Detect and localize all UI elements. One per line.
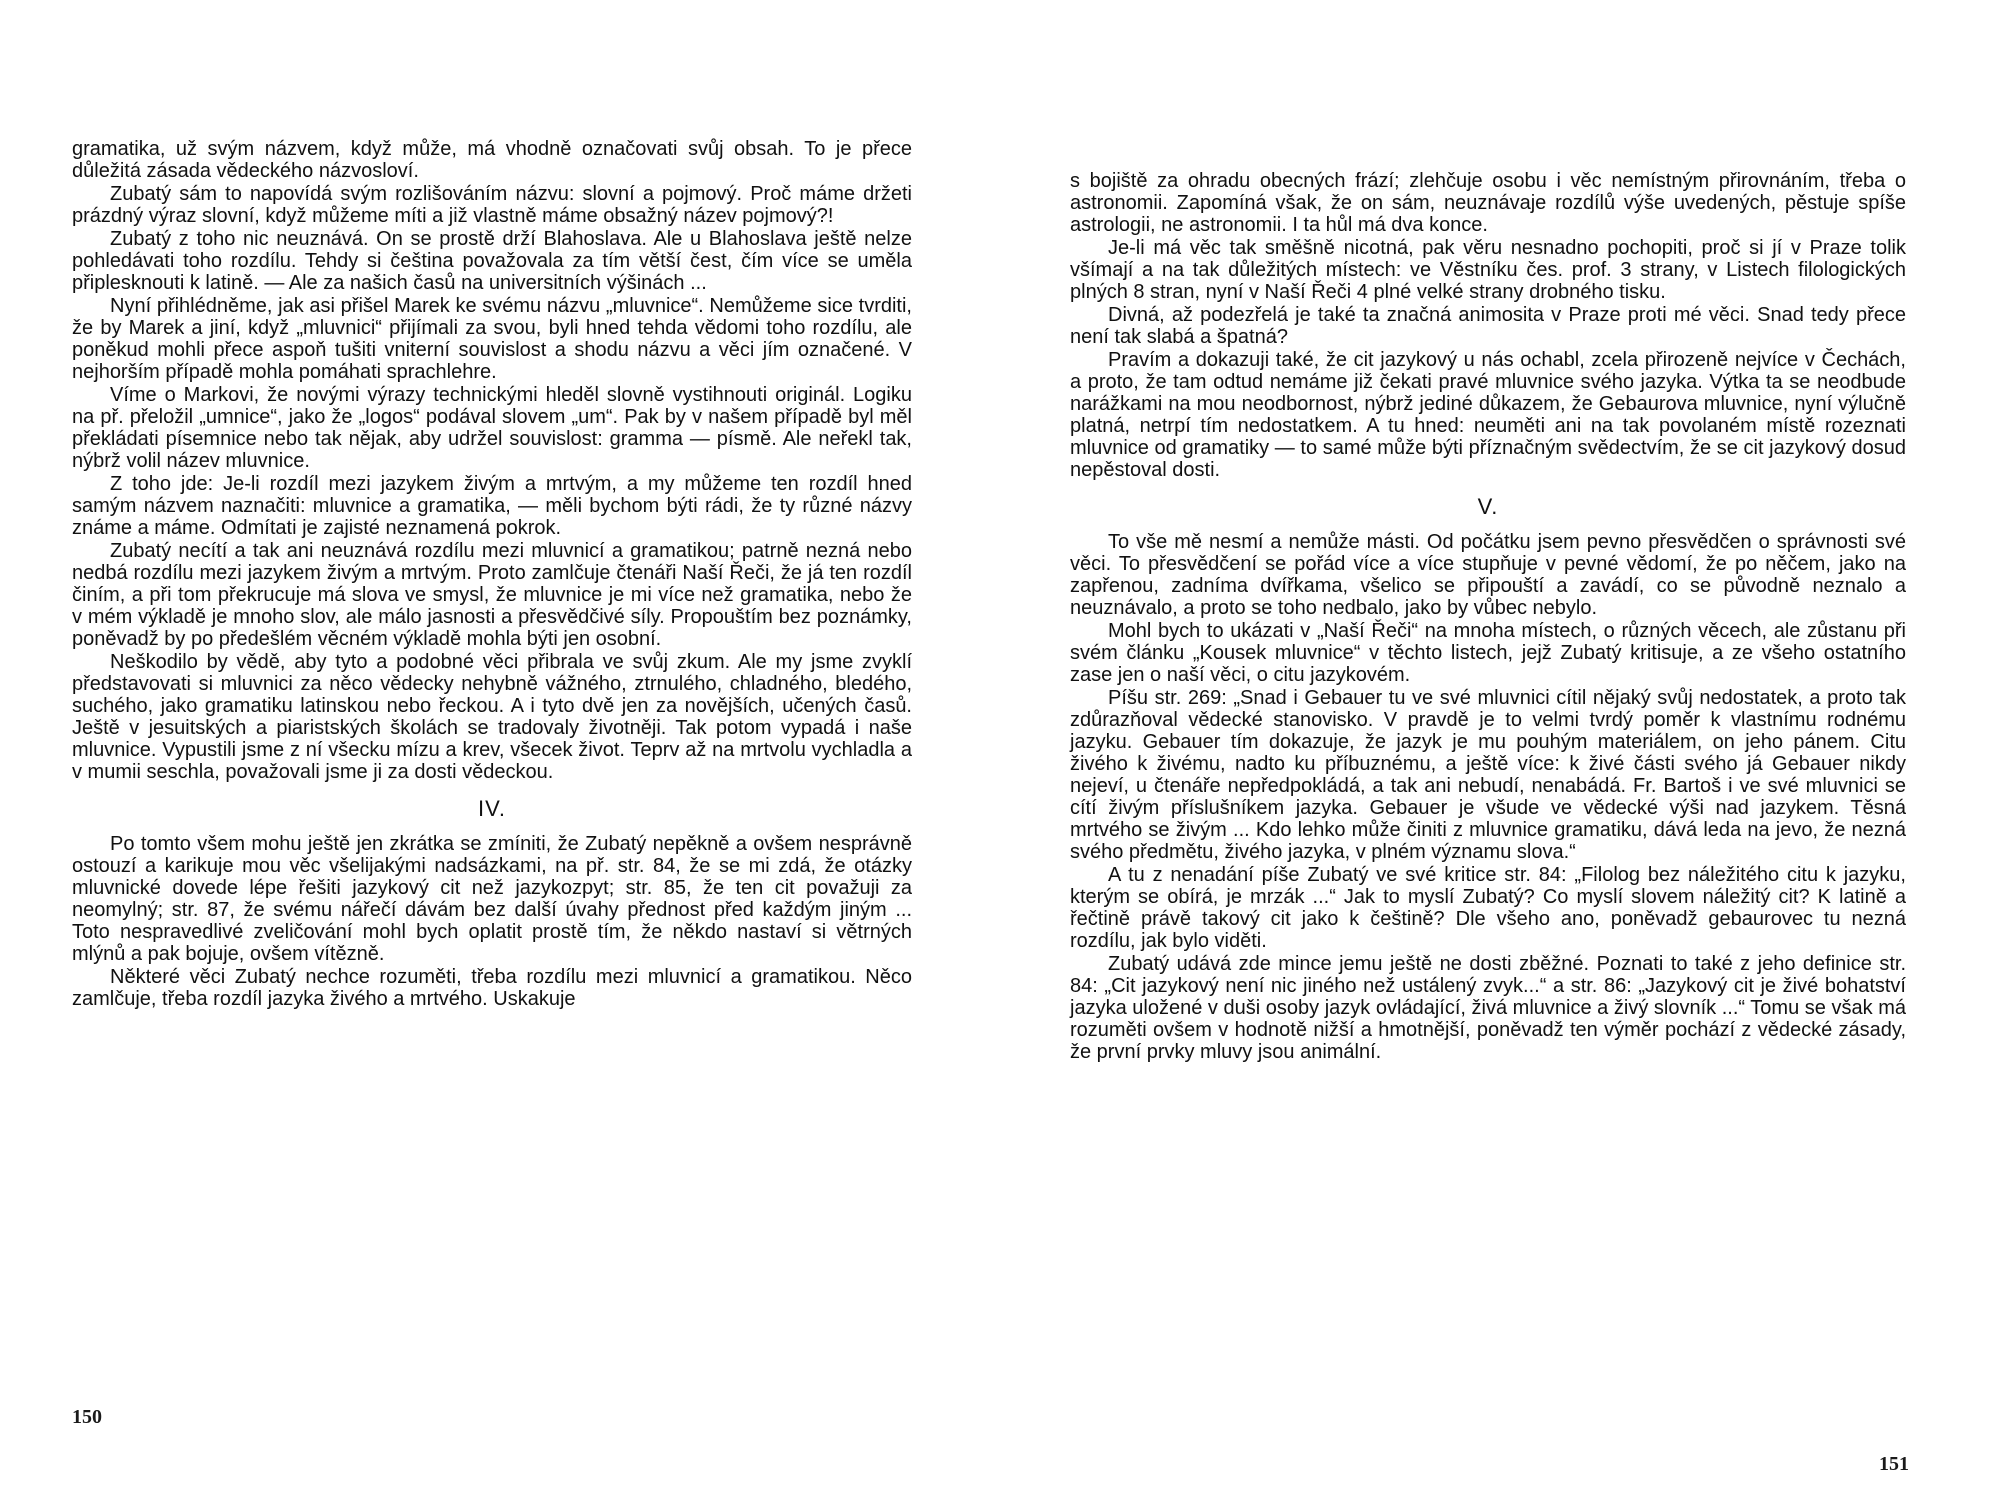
left-paragraph-8: Neškodilo by vědě, aby tyto a podobné věci přibrala ve svůj zkum. Ale my jsme zvyklí představovati si mluvnici za něco vědecky nehybně vážného, ztrnulého, chladného, bledého, suchého, jako gramatiku latinskou nebo řeckou. A i tyto dvě jen za novějších, učených časů. Ještě v jesuitských a piaristských školách se tradovaly životněji. Tak potom vypadá i naše mluvnice. Vypustili jsme z ní všecku mízu a krev, všecek život. Teprv až na mrtvolu vychladla a v mumii seschla, považovali jsme ji za dosti vědeckou. bbox=[72, 651, 912, 783]
right-text-column bbox=[1070, 170, 1906, 1063]
left-paragraph-10: Některé věci Zubatý nechce rozuměti, třeba rozdílu mezi mluvnicí a gramatikou. Něco zamlčuje, třeba rozdíl jazyka živého a mrtvého. Uskakuje bbox=[72, 966, 912, 1010]
right-page bbox=[995, 0, 1990, 1500]
right-paragraph-6: Mohl bych to ukázati v „Naší Řeči“ na mnoha místech, o různých věcech, ale zůstanu při svém článku „Kousek mluvnice“ v těchto listech, jejž Zubatý kritisuje, a ze všeho ostatního zase jen o naší věci, o citu jazykovém. bbox=[1070, 620, 1906, 686]
left-paragraph-6: Z toho jde: Je-li rozdíl mezi jazykem živým a mrtvým, a my můžeme ten rozdíl hned samým názvem naznačiti: mluvnice a gramatika, — měli bychom býti rádi, že ty různé názvy známe a máme. Odmítati je zajisté neznamená pokrok. bbox=[72, 473, 912, 539]
section-heading-v: V. bbox=[1477, 494, 1499, 519]
right-paragraph-1: s bojiště za ohradu obecných frází; zlehčuje osobu i věc nemístným přirovnáním, třeba o astronomii. Zapomíná však, že on sám, neuznávaje rozdílů výše uvedených, pěstuje spíše astrologii, ne astronomii. I ta hůl má dva konce. bbox=[1070, 170, 1906, 236]
left-paragraph-1: gramatika, už svým názvem, když může, má vhodně označovati svůj obsah. To je přece důležitá zásada vědeckého názvosloví. bbox=[72, 138, 912, 182]
right-paragraph-7: Píšu str. 269: „Snad i Gebauer tu ve své mluvnici cítil nějaký svůj nedostatek, a proto tak zdůrazňoval vědecké stanovisko. V pravdě je to velmi tvrdý poměr k vlastnímu rodnému jazyku. Gebauer tím dokazuje, že jazyk je mu pouhým materiálem, on jeho pánem. Citu živého k živému, nadto ku příbuznému, a ještě více: k živé části svého já Gebauer nikdy nejeví, u čtenáře nepředpokládá, a tak ani nebudí, nenabádá. Fr. Bartoš i ve své mluvnici se cítí živým příslušníkem jazyka. Gebauer je všude ve vědecké výši nad jazykem. Těsná mrtvého se živým ... Kdo lehko může činiti z mluvnice gramatiku, dává leda na jevo, že nezná svého předmětu, živého jazyka, v plném významu slova.“ bbox=[1070, 687, 1906, 863]
left-paragraph-4: Nyní přihlédněme, jak asi přišel Marek ke svému názvu „mluvnice“. Nemůžeme sice tvrditi, že by Marek a jiní, když „mluvnici“ přijímali za svou, byli hned tehda vědomi toho rozdílu, ale poněkud mohli přece aspoň tušiti vniterní souvislost a shodu názvu a věci jím označené. V nejhorším případě mohla pomáhati sprachlehre. bbox=[72, 295, 912, 383]
right-paragraph-2: Je-li má věc tak směšně nicotná, pak věru nesnadno pochopiti, proč si jí v Praze tolik všímají a na tak důležitých místech: ve Věstníku čes. prof. 3 strany, v Listech filologických plných 8 stran, nyní v Naší Řeči 4 plné velké strany drobného tisku. bbox=[1070, 237, 1906, 303]
right-paragraph-9: Zubatý udává zde mince jemu ještě ne dosti zběžné. Poznati to také z jeho definice str. 84: „Cit jazykový není nic jiného než ustálený zvyk...“ a str. 86: „Jazykový cit je živé bohatství jazyka uložené v duši osoby jazyk ovládající, živá mluvnice a živý slovník ...“ Tomu se však má rozuměti ovšem v hodnotě nižší a hmotnější, poněvadž ten výměr pochází z vědecké zásady, že první prvky mluvy jsou animální. bbox=[1070, 953, 1906, 1063]
right-paragraph-4: Pravím a dokazuji také, že cit jazykový u nás ochabl, zcela přirozeně nejvíce v Čechách, a proto, že tam odtud nemáme již čekati pravé mluvnice svého jazyka. Výtka ta se neodbude narážkami na mou neodbornost, nýbrž jediné důkazem, že Gebaurova mluvnice, nyní výlučně platná, netrpí tím nedostatkem. A tu hned: neuměti ani na tak povolaném místě rozeznati mluvnice od gramatiky — to samé může býti příznačným svědectvím, že se cit jazykový dosud nepěstoval dosti. bbox=[1070, 349, 1906, 481]
left-text-column bbox=[72, 138, 912, 1010]
right-paragraph-8: A tu z nenadání píše Zubatý ve své kritice str. 84: „Filolog bez náležitého citu k jazyku, kterým se obírá, je mrzák ...“ Jak to myslí Zubatý? Co myslí slovem náležitý cit? K latině a řečtině právě takový cit jako k češtině? Dle všeho ano, poněvadž gebaurovec tu nezná rozdílu, jak bylo viděti. bbox=[1070, 864, 1906, 952]
page-number-right: 151 bbox=[1879, 1453, 1909, 1475]
left-paragraph-2: Zubatý sám to napovídá svým rozlišováním názvu: slovní a pojmový. Proč máme držeti prázdný výraz slovní, když můžeme míti a již vlastně máme obsažný název pojmový?! bbox=[72, 183, 912, 227]
section-heading-iv: IV. bbox=[478, 796, 506, 821]
page-number-left: 150 bbox=[72, 1406, 102, 1428]
right-paragraph-3: Divná, až podezřelá je také ta značná animosita v Praze proti mé věci. Snad tedy přece není tak slabá a špatná? bbox=[1070, 304, 1906, 348]
left-paragraph-9: Po tomto všem mohu ještě jen zkrátka se zmíniti, že Zubatý nepěkně a ovšem nesprávně ostouzí a karikuje mou věc všelijakými nadsázkami, na př. str. 84, že se mi zdá, že otázky mluvnické dovede lépe řešiti jazykový cit než jazykozpyt; str. 85, že ten cit považuji za neomylný; str. 87, že svému nářečí dávám bez další úvahy přednost před každým jiným ... Toto nespravedlivé zveličování mohl bych oplatit prostě tím, že někdo nastaví si větrných mlýnů a pak bojuje, ovšem vítězně. bbox=[72, 833, 912, 965]
left-paragraph-7: Zubatý necítí a tak ani neuznává rozdílu mezi mluvnicí a gramatikou; patrně nezná nebo nedbá rozdílu mezi jazykem živým a mrtvým. Proto zamlčuje čtenáři Naší Řeči, že já ten rozdíl činím, a při tom překrucuje má slova ve smysl, že mluvnice je mi více než gramatika, nebo že v mém výkladě je mnoho slov, ale málo jasnosti a přesvědčivé síly. Propouštím bez poznámky, poněvadž by po předešlém věcném výkladě mohla býti jen osobní. bbox=[72, 540, 912, 650]
right-paragraph-5: To vše mě nesmí a nemůže másti. Od počátku jsem pevno přesvědčen o správnosti své věci. To přesvědčení se pořád více a více stupňuje v pevné vědomí, že po něčem, jako na zapřenou, zadníma dvířkama, všelico se připouští a zavádí, co se původně neznalo a neuznávalo, a proto se toho nedbalo, jako by vůbec nebylo. bbox=[1070, 531, 1906, 619]
left-paragraph-5: Víme o Markovi, že novými výrazy technickými hleděl slovně vystihnouti originál. Logiku na př. přeložil „umnice“, jako že „logos“ podával slovem „um“. Pak by v našem případě byl měl překládati písemnice nebo tak nějak, aby udržel souvislost: gramma — písmě. Ale neřekl tak, nýbrž volil název mluvnice. bbox=[72, 384, 912, 472]
left-paragraph-3: Zubatý z toho nic neuznává. On se prostě drží Blahoslava. Ale u Blahoslava ještě nelze pohledávati toho rozdílu. Tehdy si čeština považovala za tím větší čest, čím více se uměla připlesknouti k latině. — Ale za našich časů na universitních výšinách ... bbox=[72, 228, 912, 294]
